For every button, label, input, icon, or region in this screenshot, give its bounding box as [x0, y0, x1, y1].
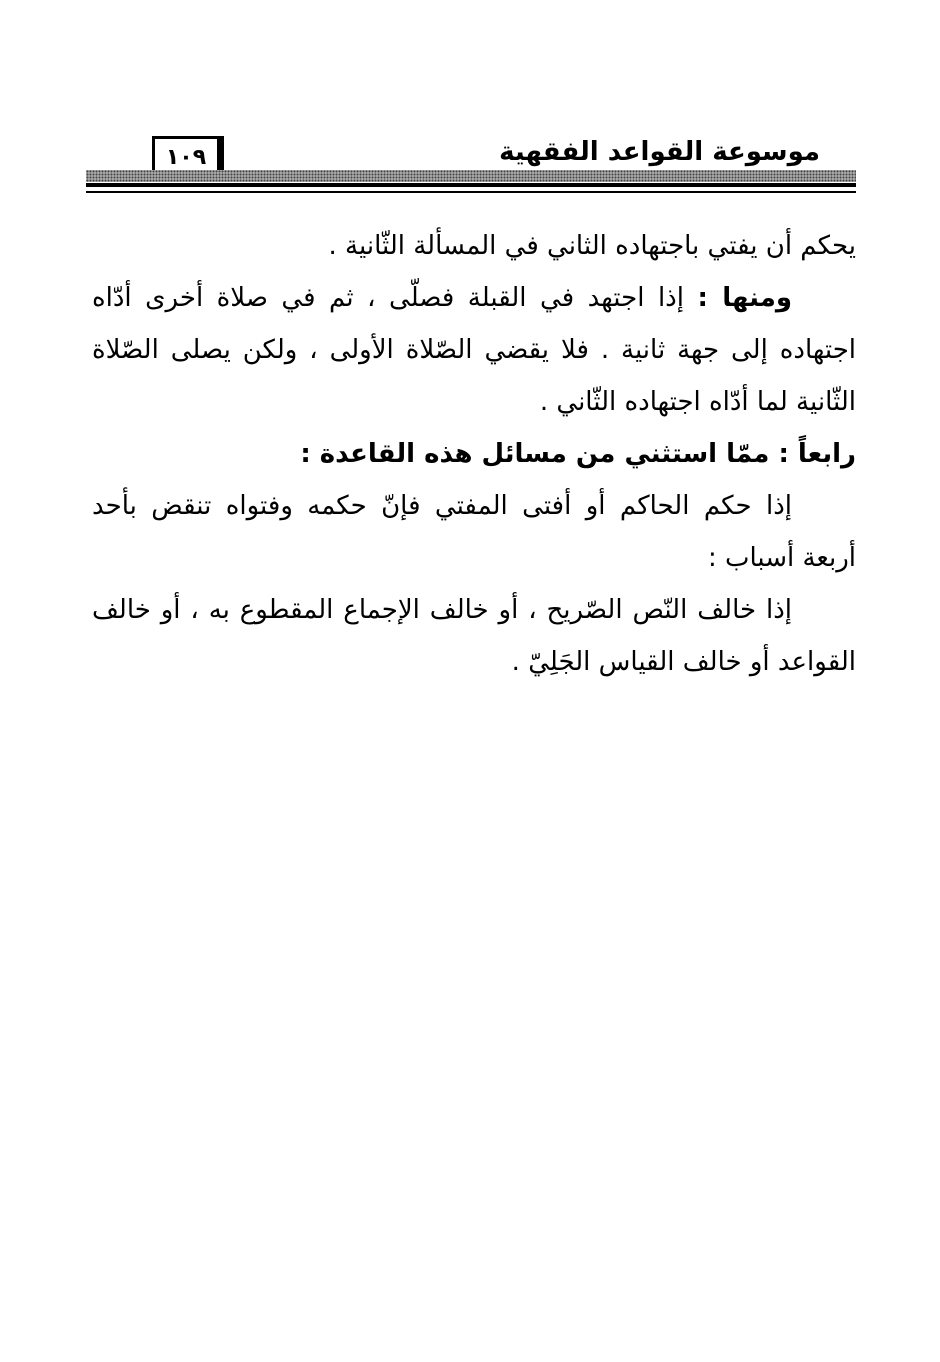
- paragraph-4: إذا خالف النّص الصّريح ، أو خالف الإجماع المقطوع به ، أو خالف القواعد أو خالف القياس الجَلِيّ .: [92, 595, 856, 677]
- paragraph-2-lead: ومنها :: [697, 283, 793, 313]
- paragraph-2: [92, 272, 856, 428]
- paragraph-2-text: إذا اجتهد في القبلة فصلّى ، ثم في صلاة أخرى أدّاه اجتهاده إلى جهة ثانية . فلا يقضي الصّلاة الأولى ، ولكن يصلى الصّلاة الثّانية لما أدّاه اجتهاده الثّاني .: [92, 283, 856, 417]
- paragraph-1: يحكم أن يفتي باجتهاده الثاني في المسألة الثّانية .: [328, 231, 856, 261]
- header-dotted-rule: [86, 170, 856, 182]
- header-thin-rule: [86, 191, 856, 193]
- body-text: [92, 220, 856, 688]
- section-heading: رابعاً : ممّا استثني من مسائل هذه القاعدة :: [300, 439, 856, 469]
- header-thick-rule: [86, 183, 856, 187]
- page-number: ١٠٩: [165, 145, 207, 170]
- paragraph-3: إذا حكم الحاكم أو أفتى المفتي فإنّ حكمه وفتواه تنقض بأحد أربعة أسباب :: [92, 491, 856, 573]
- book-title: موسوعة القواعد الفقهية: [499, 137, 820, 167]
